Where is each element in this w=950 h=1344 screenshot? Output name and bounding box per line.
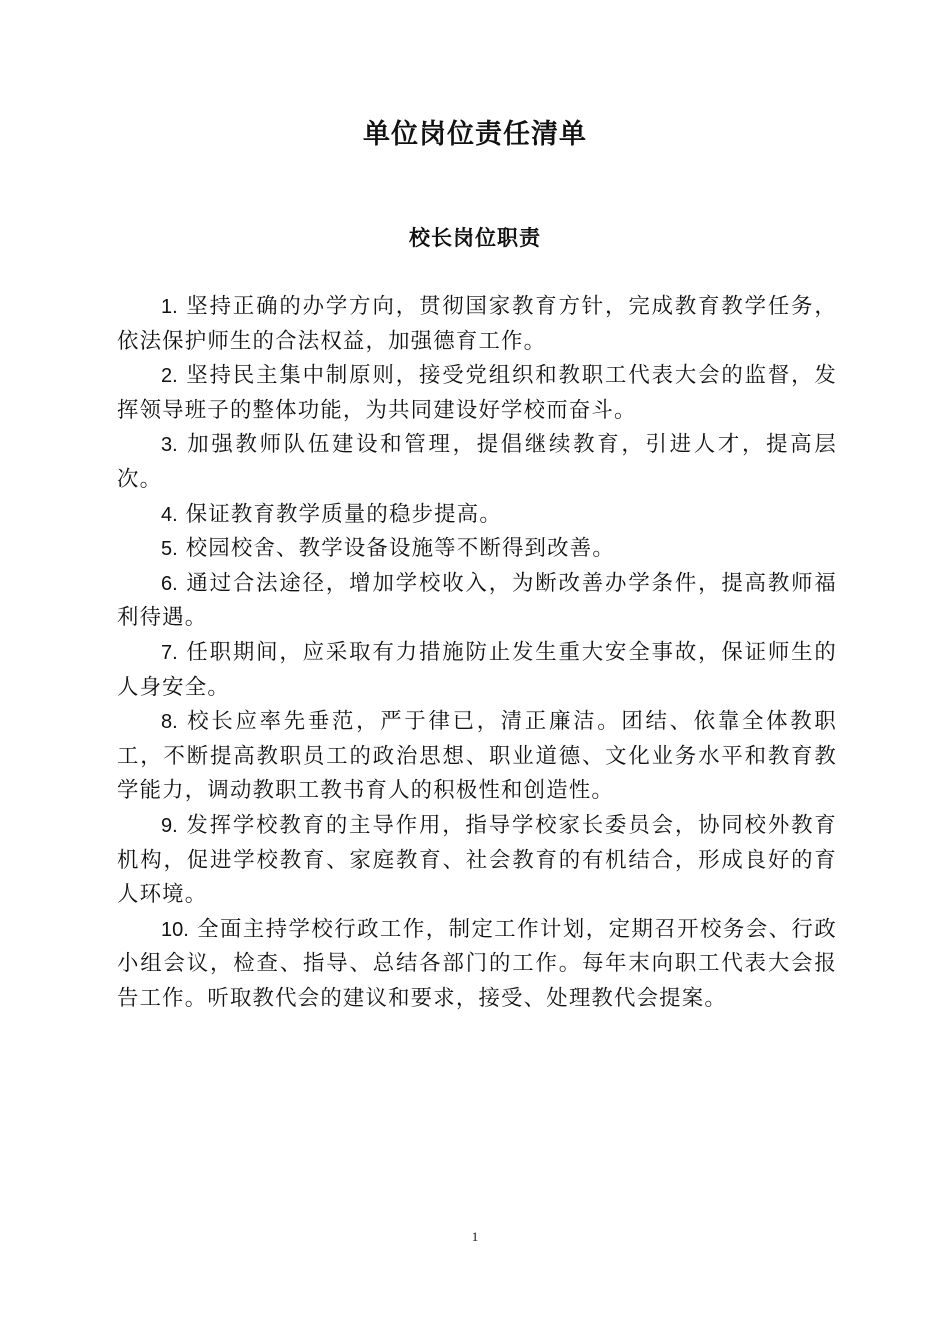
section-title: 校长岗位职责 — [409, 225, 541, 250]
duty-item-number: 3. — [161, 434, 178, 457]
duty-item-7 — [117, 636, 837, 705]
duty-item-number: 9. — [161, 814, 178, 837]
page-number: 1 — [471, 1229, 479, 1244]
duty-item-number: 1. — [161, 296, 178, 318]
duty-item-number: 5. — [161, 538, 178, 561]
duty-item-text: 校长应率先垂范，严于律已，清正廉洁。团结、依靠全体教职工，不断提高教职员工的政治思想、职业道德、文化业务水平和教育教学能力，调动教职工教书育人的积极性和创造性。 — [117, 709, 837, 804]
duty-item-10 — [117, 913, 837, 1017]
duty-item-number: 8. — [161, 711, 178, 734]
duty-item-text: 校园校舍、教学设备设施等不断得到改善。 — [185, 536, 615, 562]
duty-item-number: 2. — [161, 365, 178, 388]
duty-item-number: 10. — [161, 918, 189, 941]
duty-item-1 — [117, 290, 837, 359]
duty-item-5 — [117, 532, 837, 567]
duty-item-text: 通过合法途径，增加学校收入，为断改善办学条件，提高教师福利待遇。 — [117, 570, 837, 631]
duty-item-9 — [117, 809, 837, 913]
duty-item-number: 6. — [161, 572, 178, 595]
duty-item-text: 保证教育教学质量的稳步提高。 — [185, 501, 502, 527]
duty-item-8 — [117, 705, 837, 809]
duty-item-text: 任职期间，应采取有力措施防止发生重大安全事故，保证师生的人身安全。 — [117, 639, 837, 700]
duty-item-number: 4. — [161, 503, 178, 526]
duty-item-text: 坚持正确的办学方向，贯彻国家教育方针，完成教育教学任务，依法保护师生的合法权益，加强德育工作。 — [117, 294, 837, 354]
duty-item-4 — [117, 498, 837, 533]
duty-item-number: 7. — [161, 641, 178, 664]
duty-item-3 — [117, 428, 837, 497]
duty-item-text: 坚持民主集中制原则，接受党组织和教职工代表大会的监督，发挥领导班子的整体功能，为共同建设好学校而奋斗。 — [117, 363, 837, 423]
duty-list — [117, 290, 837, 1016]
duty-item-text: 全面主持学校行政工作，制定工作计划，定期召开校务会、行政小组会议，检查、指导、总结各部门的工作。每年末向职工代表大会报告工作。听取教代会的建议和要求，接受、处理教代会提案。 — [117, 916, 837, 1011]
duty-item-2 — [117, 359, 837, 428]
duty-item-text: 加强教师队伍建设和管理，提倡继续教育，引进人才，提高层次。 — [117, 432, 837, 492]
duty-item-text: 发挥学校教育的主导作用，指导学校家长委员会，协同校外教育机构，促进学校教育、家庭教育、社会教育的有机结合，形成良好的育人环境。 — [117, 812, 837, 908]
document-title: 单位岗位责任清单 — [363, 119, 587, 150]
duty-item-6 — [117, 567, 837, 636]
